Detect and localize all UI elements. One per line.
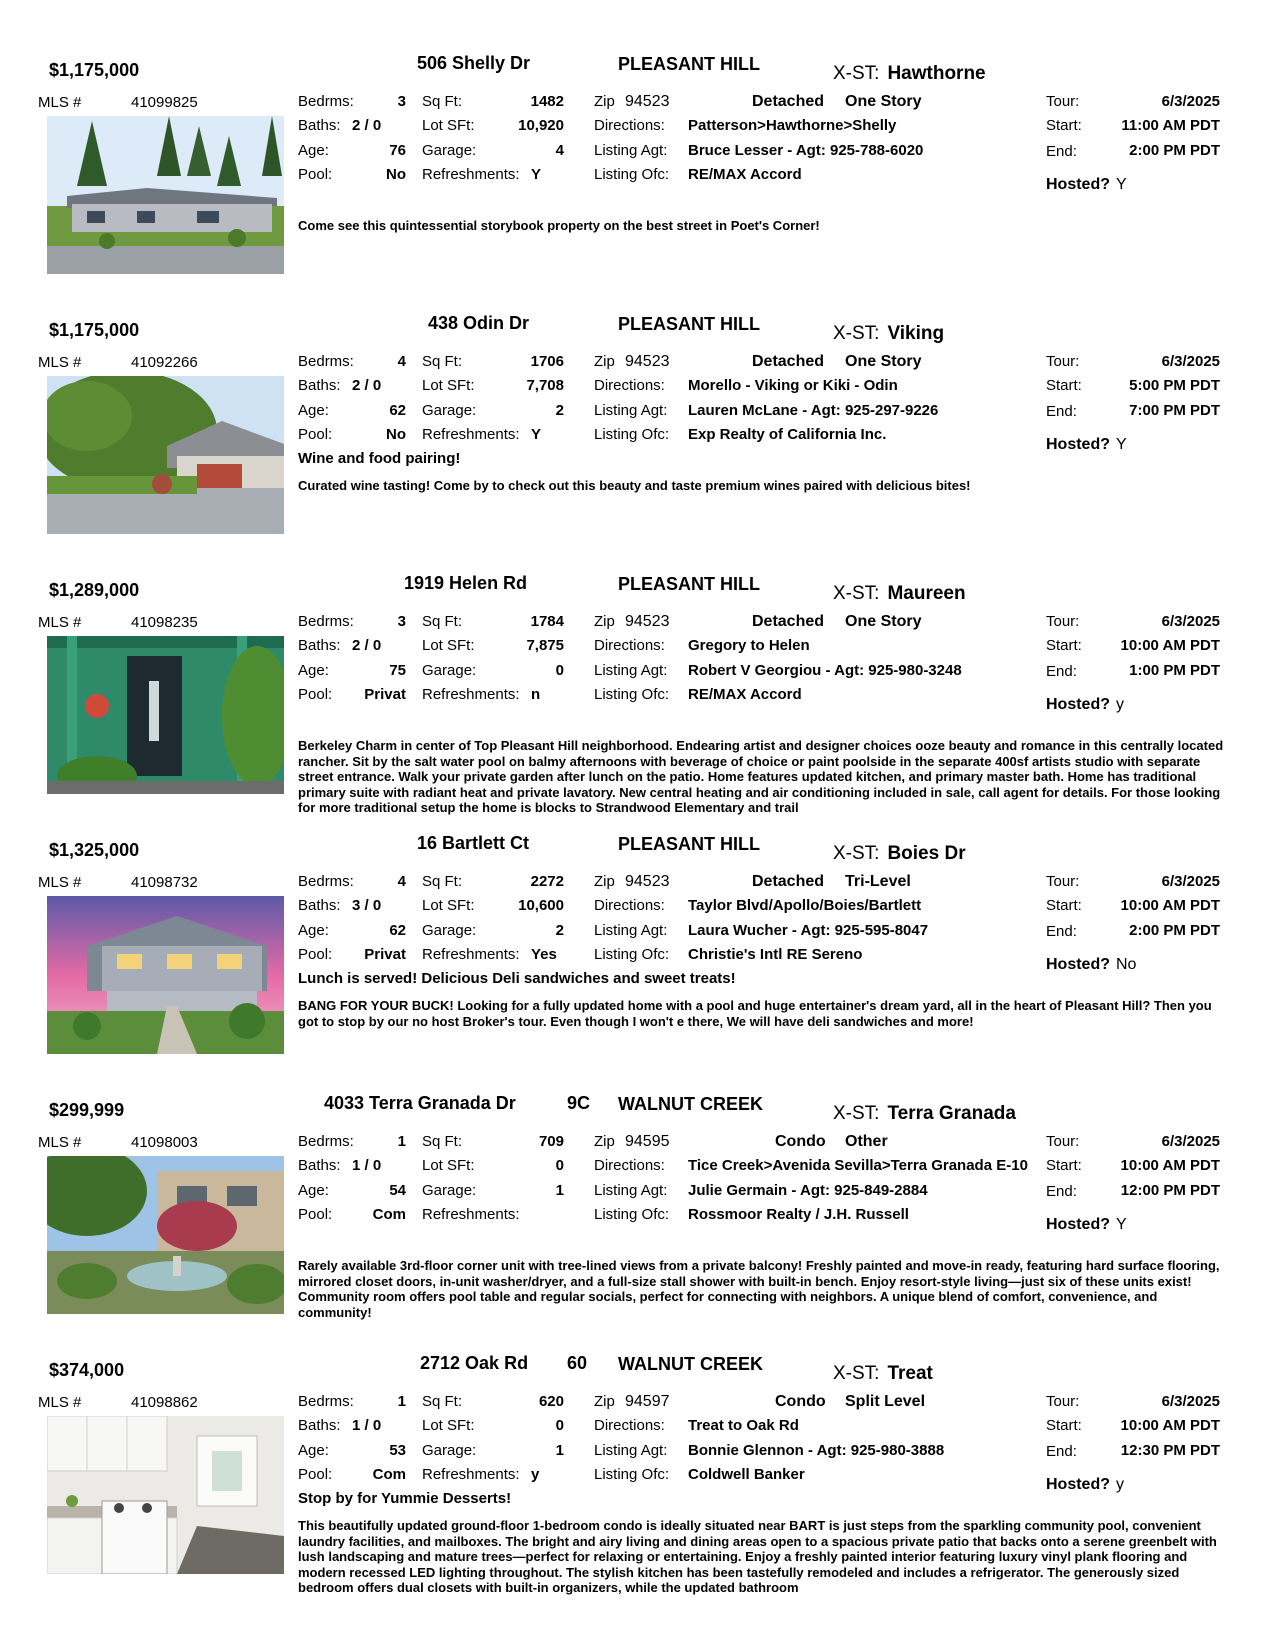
tour-label: Tour:: [1046, 873, 1080, 890]
end-label: End:: [1046, 1443, 1077, 1460]
sqft-label: Sq Ft:: [422, 1393, 463, 1410]
end-time: 12:00 PM PDT: [1120, 1182, 1220, 1199]
directions-label: Directions:: [594, 1417, 665, 1434]
property-style: Other: [845, 1133, 888, 1150]
listing-city: WALNUT CREEK: [618, 1354, 763, 1374]
hosted-label: Hosted?: [1046, 1216, 1110, 1233]
cross-street-label: X-ST:: [833, 1103, 880, 1124]
end-label: End:: [1046, 663, 1077, 680]
hosted: [1046, 176, 1127, 194]
tour-date: 6/3/2025: [1161, 873, 1220, 890]
sqft-label: Sq Ft:: [422, 353, 463, 370]
cross-street-label: X-ST:: [833, 323, 880, 344]
office-label: Listing Ofc:: [594, 166, 670, 183]
listing-card: [0, 816, 1275, 1076]
zip-value: 94523: [625, 613, 670, 630]
end-time: 12:30 PM PDT: [1120, 1442, 1220, 1459]
agent-label: Listing Agt:: [594, 662, 668, 679]
tour-date: 6/3/2025: [1161, 1133, 1220, 1150]
bedrooms-value: 4: [397, 353, 406, 370]
cross-street-value: Boies Dr: [887, 843, 966, 864]
agent-value: Julie Germain - Agt: 925-849-2884: [688, 1182, 928, 1199]
pool-value: No: [386, 166, 406, 183]
garage-value: 1: [555, 1182, 564, 1199]
agent-value: Robert V Georgiou - Agt: 925-980-3248: [688, 662, 962, 679]
agent-label: Listing Agt:: [594, 1442, 668, 1459]
mls-label: MLS #: [38, 1394, 82, 1411]
hosted: [1046, 1216, 1127, 1234]
office-value: Coldwell Banker: [688, 1466, 805, 1483]
hosted-label: Hosted?: [1046, 436, 1110, 453]
sqft-label: Sq Ft:: [422, 873, 463, 890]
garage-label: Garage:: [422, 402, 477, 419]
property-style: One Story: [845, 353, 922, 370]
tour-date: 6/3/2025: [1161, 93, 1220, 110]
garage-value: 1: [555, 1442, 564, 1459]
cross-street-label: X-ST:: [833, 1363, 880, 1384]
hosted-value: Y: [1116, 436, 1127, 453]
listing-card: [0, 296, 1275, 556]
office-label: Listing Ofc:: [594, 946, 670, 963]
hosted-label: Hosted?: [1046, 956, 1110, 973]
garage-value: 2: [555, 922, 564, 939]
cross-street: [833, 63, 986, 85]
zip-value: 94597: [625, 1393, 670, 1410]
listing-address: 438 Odin Dr: [428, 313, 530, 333]
garage-label: Garage:: [422, 142, 477, 159]
baths-value: 2 / 0: [352, 117, 382, 134]
refreshments-value: Y: [531, 166, 542, 183]
front-door-photo[interactable]: [47, 636, 284, 794]
age-value: 53: [389, 1442, 406, 1459]
listing-card: [0, 1076, 1275, 1336]
refreshments-label: Refreshments:: [422, 1206, 520, 1223]
directions-label: Directions:: [594, 117, 665, 134]
listing-description: Come see this quintessential storybook property on the best street in Poet's Corner!: [298, 218, 820, 233]
start-label: Start:: [1046, 897, 1082, 914]
tour-label: Tour:: [1046, 613, 1080, 630]
property-style: Split Level: [845, 1393, 926, 1410]
age-label: Age:: [298, 922, 329, 939]
sqft-value: 709: [538, 1133, 564, 1150]
start-time: 10:00 AM PDT: [1120, 1417, 1220, 1434]
bedrooms-label: Bedrms:: [298, 1393, 354, 1410]
property-type: Detached: [752, 93, 825, 110]
baths-label: Baths:: [298, 1417, 341, 1434]
lot-value: 0: [555, 1417, 564, 1434]
directions-label: Directions:: [594, 1157, 665, 1174]
bedrooms-label: Bedrms:: [298, 1133, 354, 1150]
start-time: 11:00 AM PDT: [1121, 117, 1220, 134]
cross-street-value: Viking: [887, 323, 945, 344]
agent-label: Listing Agt:: [594, 1182, 668, 1199]
listing-unit: 9C: [567, 1093, 591, 1113]
garage-label: Garage:: [422, 1442, 477, 1459]
sqft-value: 1706: [530, 353, 564, 370]
end-time: 2:00 PM PDT: [1129, 922, 1220, 939]
agent-value: Laura Wucher - Agt: 925-595-8047: [688, 922, 929, 939]
office-label: Listing Ofc:: [594, 686, 670, 703]
zip-label: Zip: [594, 1133, 615, 1150]
hosted-value: y: [1116, 1476, 1124, 1493]
baths-label: Baths:: [298, 1157, 341, 1174]
garage-label: Garage:: [422, 1182, 477, 1199]
tour-label: Tour:: [1046, 353, 1080, 370]
listing-city: WALNUT CREEK: [618, 1094, 763, 1114]
hosted-label: Hosted?: [1046, 696, 1110, 713]
property-type: Condo: [775, 1133, 826, 1150]
refreshments-value: y: [531, 1466, 540, 1483]
mls-number: 41098732: [131, 874, 198, 891]
refreshments-value: Yes: [531, 946, 557, 963]
zip-value: 94523: [625, 93, 670, 110]
pool-value: No: [386, 426, 406, 443]
listing-note: Lunch is served! Delicious Deli sandwiches and sweet treats!: [298, 970, 736, 987]
directions-value: Tice Creek>Avenida Sevilla>Terra Granada E-10: [688, 1157, 1028, 1174]
pool-label: Pool:: [298, 686, 333, 703]
agent-value: Lauren McLane - Agt: 925-297-9226: [688, 402, 939, 419]
cross-street-value: Treat: [887, 1363, 933, 1384]
listing-description: Curated wine tasting! Come by to check out this beauty and taste premium wines paired with delicious bites!: [298, 478, 971, 493]
end-time: 2:00 PM PDT: [1129, 142, 1220, 159]
garage-value: 4: [555, 142, 564, 159]
pool-value: Com: [372, 1466, 406, 1483]
tour-date: 6/3/2025: [1161, 1393, 1220, 1410]
listing-city: PLEASANT HILL: [618, 314, 760, 334]
start-label: Start:: [1046, 637, 1082, 654]
sqft-value: 1784: [530, 613, 564, 630]
house-sunset-photo[interactable]: [47, 896, 284, 1054]
cross-street-label: X-ST:: [833, 63, 880, 84]
office-value: Christie's Intl RE Sereno: [688, 946, 863, 963]
office-value: Rossmoor Realty / J.H. Russell: [688, 1206, 909, 1223]
listing-address: 4033 Terra Granada Dr: [324, 1093, 516, 1113]
zip-label: Zip: [594, 353, 615, 370]
sqft-label: Sq Ft:: [422, 613, 463, 630]
age-value: 75: [389, 662, 406, 679]
lot-label: Lot SFt:: [422, 637, 475, 654]
hosted-value: y: [1116, 696, 1124, 713]
zip-value: 94595: [625, 1133, 670, 1150]
end-label: End:: [1046, 143, 1077, 160]
property-type: Condo: [775, 1393, 826, 1410]
sqft-value: 620: [538, 1393, 564, 1410]
listing-address: 16 Bartlett Ct: [417, 833, 530, 853]
hosted-value: No: [1116, 956, 1137, 973]
lot-value: 10,920: [518, 117, 564, 134]
bedrooms-label: Bedrms:: [298, 613, 354, 630]
garage-label: Garage:: [422, 662, 477, 679]
lot-value: 0: [555, 1157, 564, 1174]
listing-description: BANG FOR YOUR BUCK! Looking for a fully updated home with a pool and huge entertainer's dream yard, all in the heart of Pleasant Hill? Then you got to stop by our no host Broker's tour. Even though I won't e there, We will have deli sandwiches and more!: [298, 998, 1212, 1029]
zip-value: 94523: [625, 353, 670, 370]
mls-label: MLS #: [38, 614, 82, 631]
start-time: 10:00 AM PDT: [1120, 897, 1220, 914]
house-exterior-photo[interactable]: [47, 116, 284, 274]
tour-label: Tour:: [1046, 1393, 1080, 1410]
listing-price: $1,325,000: [49, 840, 140, 860]
zip-label: Zip: [594, 93, 615, 110]
mls-label: MLS #: [38, 94, 82, 111]
pool-label: Pool:: [298, 1206, 333, 1223]
end-label: End:: [1046, 403, 1077, 420]
zip-label: Zip: [594, 873, 615, 890]
listing-price: $1,289,000: [49, 580, 140, 600]
refreshments-label: Refreshments:: [422, 946, 520, 963]
bedrooms-value: 1: [397, 1393, 406, 1410]
mls-number: 41098003: [131, 1134, 198, 1151]
lot-label: Lot SFt:: [422, 377, 475, 394]
refreshments-label: Refreshments:: [422, 426, 520, 443]
hosted-label: Hosted?: [1046, 1476, 1110, 1493]
baths-label: Baths:: [298, 637, 341, 654]
directions-value: Taylor Blvd/Apollo/Boies/Bartlett: [688, 897, 922, 914]
listing-unit: 60: [567, 1353, 588, 1373]
start-time: 10:00 AM PDT: [1120, 637, 1220, 654]
mls-label: MLS #: [38, 354, 82, 371]
property-type: Detached: [752, 873, 825, 890]
cross-street: [833, 843, 966, 865]
cross-street: [833, 1363, 933, 1385]
agent-label: Listing Agt:: [594, 142, 668, 159]
property-type: Detached: [752, 613, 825, 630]
hosted-value: Y: [1116, 1216, 1127, 1233]
cross-street: [833, 1103, 1016, 1125]
agent-label: Listing Agt:: [594, 402, 668, 419]
listing-price: $1,175,000: [49, 320, 140, 340]
hosted: [1046, 436, 1127, 454]
listing-card: [0, 1336, 1275, 1596]
sqft-value: 1482: [530, 93, 564, 110]
age-value: 62: [389, 402, 406, 419]
lot-value: 7,875: [526, 637, 564, 654]
listing-card: [0, 556, 1275, 816]
mls-number: 41098235: [131, 614, 198, 631]
bedrooms-value: 1: [397, 1133, 406, 1150]
zip-label: Zip: [594, 1393, 615, 1410]
lot-label: Lot SFt:: [422, 1157, 475, 1174]
hosted-value: Y: [1116, 176, 1127, 193]
listing-description: Berkeley Charm in center of Top Pleasant Hill neighborhood. Endearing artist and designer choices ooze beauty and romance in this centrally located rancher. Sit by the salt water pool on balmy afternoons with beverage of choice or paint poolside in the separate 400sf artists studio with separate street entrance. Walk your private garden after lunch on the patio. Home features updated kitchen, and primary master bath. Home has traditional primary suite with radiant heat and private lavatory. New central heating and air conditioning included in sale, call agent for details. For those looking for more traditional setup the home is blocks to Strandwood Elementary and trail: [298, 738, 1224, 815]
sqft-value: 2272: [530, 873, 564, 890]
sqft-label: Sq Ft:: [422, 93, 463, 110]
listing-address: 506 Shelly Dr: [417, 53, 531, 73]
bedrooms-label: Bedrms:: [298, 93, 354, 110]
listing-card: [0, 36, 1275, 296]
baths-value: 2 / 0: [352, 377, 382, 394]
refreshments-value: Y: [531, 426, 542, 443]
lot-value: 7,708: [526, 377, 564, 394]
listing-city: PLEASANT HILL: [618, 834, 760, 854]
property-style: Tri-Level: [845, 873, 911, 890]
age-label: Age:: [298, 662, 329, 679]
listing-price: $374,000: [49, 1360, 125, 1380]
end-label: End:: [1046, 923, 1077, 940]
age-label: Age:: [298, 402, 329, 419]
agent-value: Bruce Lesser - Agt: 925-788-6020: [688, 142, 924, 159]
directions-value: Treat to Oak Rd: [688, 1417, 799, 1434]
office-value: Exp Realty of California Inc.: [688, 426, 887, 443]
lot-value: 10,600: [518, 897, 564, 914]
listing-address: 1919 Helen Rd: [404, 573, 528, 593]
start-time: 5:00 PM PDT: [1129, 377, 1220, 394]
mls-number: 41092266: [131, 354, 198, 371]
tour-date: 6/3/2025: [1161, 613, 1220, 630]
refreshments-label: Refreshments:: [422, 1466, 520, 1483]
age-value: 76: [389, 142, 406, 159]
cross-street-label: X-ST:: [833, 843, 880, 864]
directions-label: Directions:: [594, 637, 665, 654]
zip-label: Zip: [594, 613, 615, 630]
garage-value: 2: [555, 402, 564, 419]
property-style: One Story: [845, 93, 922, 110]
start-time: 10:00 AM PDT: [1120, 1157, 1220, 1174]
mls-number: 41099825: [131, 94, 198, 111]
baths-value: 1 / 0: [352, 1157, 382, 1174]
start-label: Start:: [1046, 1417, 1082, 1434]
tour-label: Tour:: [1046, 93, 1080, 110]
garage-value: 0: [555, 662, 564, 679]
hosted: [1046, 956, 1136, 974]
listing-note: Stop by for Yummie Desserts!: [298, 1490, 512, 1507]
pool-value: Com: [372, 1206, 406, 1223]
listing-city: PLEASANT HILL: [618, 574, 760, 594]
mls-label: MLS #: [38, 1134, 82, 1151]
listing-description: Rarely available 3rd-floor corner unit with tree-lined views from a private balcony! Freshly painted and move-in ready, featuring hard surface flooring, mirrored closet doors, in-unit washer/dryer, and a full-size stall shower with built-in bench. Enjoy resort-style living—just six of these units exist! Community room offers pool table and regular socials, perfect for connecting with neighbors. A unique blend of comfort, convenience, and community!: [298, 1258, 1220, 1320]
end-label: End:: [1046, 1183, 1077, 1200]
agent-value: Bonnie Glennon - Agt: 925-980-3888: [688, 1442, 945, 1459]
kitchen-interior-photo[interactable]: [47, 1416, 284, 1574]
listing-price: $299,999: [49, 1100, 125, 1120]
end-time: 1:00 PM PDT: [1129, 662, 1220, 679]
hosted-label: Hosted?: [1046, 176, 1110, 193]
sqft-label: Sq Ft:: [422, 1133, 463, 1150]
bedrooms-value: 3: [397, 93, 406, 110]
bedrooms-value: 4: [397, 873, 406, 890]
cross-street: [833, 323, 944, 345]
office-value: RE/MAX Accord: [688, 166, 802, 183]
listing-note: Wine and food pairing!: [298, 450, 461, 467]
pool-label: Pool:: [298, 946, 333, 963]
tour-date: 6/3/2025: [1161, 353, 1220, 370]
baths-value: 3 / 0: [352, 897, 382, 914]
start-label: Start:: [1046, 117, 1082, 134]
pool-label: Pool:: [298, 426, 333, 443]
directions-value: Gregory to Helen: [688, 637, 810, 654]
directions-label: Directions:: [594, 897, 665, 914]
cross-street-value: Terra Granada: [887, 1103, 1016, 1124]
lot-label: Lot SFt:: [422, 117, 475, 134]
zip-value: 94523: [625, 873, 670, 890]
mls-number: 41098862: [131, 1394, 198, 1411]
baths-label: Baths:: [298, 897, 341, 914]
refreshments-label: Refreshments:: [422, 166, 520, 183]
directions-value: Morello - Viking or Kiki - Odin: [688, 377, 898, 394]
office-label: Listing Ofc:: [594, 1206, 670, 1223]
baths-label: Baths:: [298, 117, 341, 134]
age-label: Age:: [298, 142, 329, 159]
lot-label: Lot SFt:: [422, 1417, 475, 1434]
bedrooms-label: Bedrms:: [298, 873, 354, 890]
hosted: [1046, 1476, 1124, 1494]
age-value: 62: [389, 922, 406, 939]
bedrooms-label: Bedrms:: [298, 353, 354, 370]
listing-address: 2712 Oak Rd: [420, 1353, 529, 1373]
refreshments-value: n: [531, 686, 541, 703]
listing-description: This beautifully updated ground-floor 1-bedroom condo is ideally situated near BART is just steps from the sparkling community pool, convenient laundry facilities, and mailboxes. The bright and airy living and dining areas open to a spacious private patio that backs onto a serene greenbelt with lush landscaping and mature trees—perfect for relaxing or entertaining. Enjoy a freshly painted interior featuring luxury vinyl plank flooring and modern recessed LED lighting throughout. The stylish kitchen has been tastefully remodeled and includes a refrigerator. The generously sized bedroom offers dual closets with built-in organizers, while the updated bathroom: [298, 1518, 1217, 1595]
hosted: [1046, 696, 1124, 714]
listing-price: $1,175,000: [49, 60, 140, 80]
listing-city: PLEASANT HILL: [618, 54, 760, 74]
baths-value: 1 / 0: [352, 1417, 382, 1434]
directions-value: Patterson>Hawthorne>Shelly: [688, 117, 897, 134]
office-value: RE/MAX Accord: [688, 686, 802, 703]
lot-label: Lot SFt:: [422, 897, 475, 914]
directions-label: Directions:: [594, 377, 665, 394]
age-value: 54: [389, 1182, 406, 1199]
office-label: Listing Ofc:: [594, 426, 670, 443]
start-label: Start:: [1046, 377, 1082, 394]
start-label: Start:: [1046, 1157, 1082, 1174]
pool-label: Pool:: [298, 1466, 333, 1483]
baths-value: 2 / 0: [352, 637, 382, 654]
refreshments-label: Refreshments:: [422, 686, 520, 703]
baths-label: Baths:: [298, 377, 341, 394]
age-label: Age:: [298, 1182, 329, 1199]
tour-label: Tour:: [1046, 1133, 1080, 1150]
pool-value: Privat: [364, 946, 406, 963]
property-type: Detached: [752, 353, 825, 370]
bedrooms-value: 3: [397, 613, 406, 630]
garage-label: Garage:: [422, 922, 477, 939]
house-exterior-photo[interactable]: [47, 376, 284, 534]
pool-value: Privat: [364, 686, 406, 703]
cross-street-value: Hawthorne: [887, 63, 986, 84]
cross-street-label: X-ST:: [833, 583, 880, 604]
mls-label: MLS #: [38, 874, 82, 891]
pool-label: Pool:: [298, 166, 333, 183]
courtyard-fountain-photo[interactable]: [47, 1156, 284, 1314]
agent-label: Listing Agt:: [594, 922, 668, 939]
cross-street: [833, 583, 966, 605]
cross-street-value: Maureen: [887, 583, 966, 604]
end-time: 7:00 PM PDT: [1129, 402, 1220, 419]
property-style: One Story: [845, 613, 922, 630]
office-label: Listing Ofc:: [594, 1466, 670, 1483]
age-label: Age:: [298, 1442, 329, 1459]
